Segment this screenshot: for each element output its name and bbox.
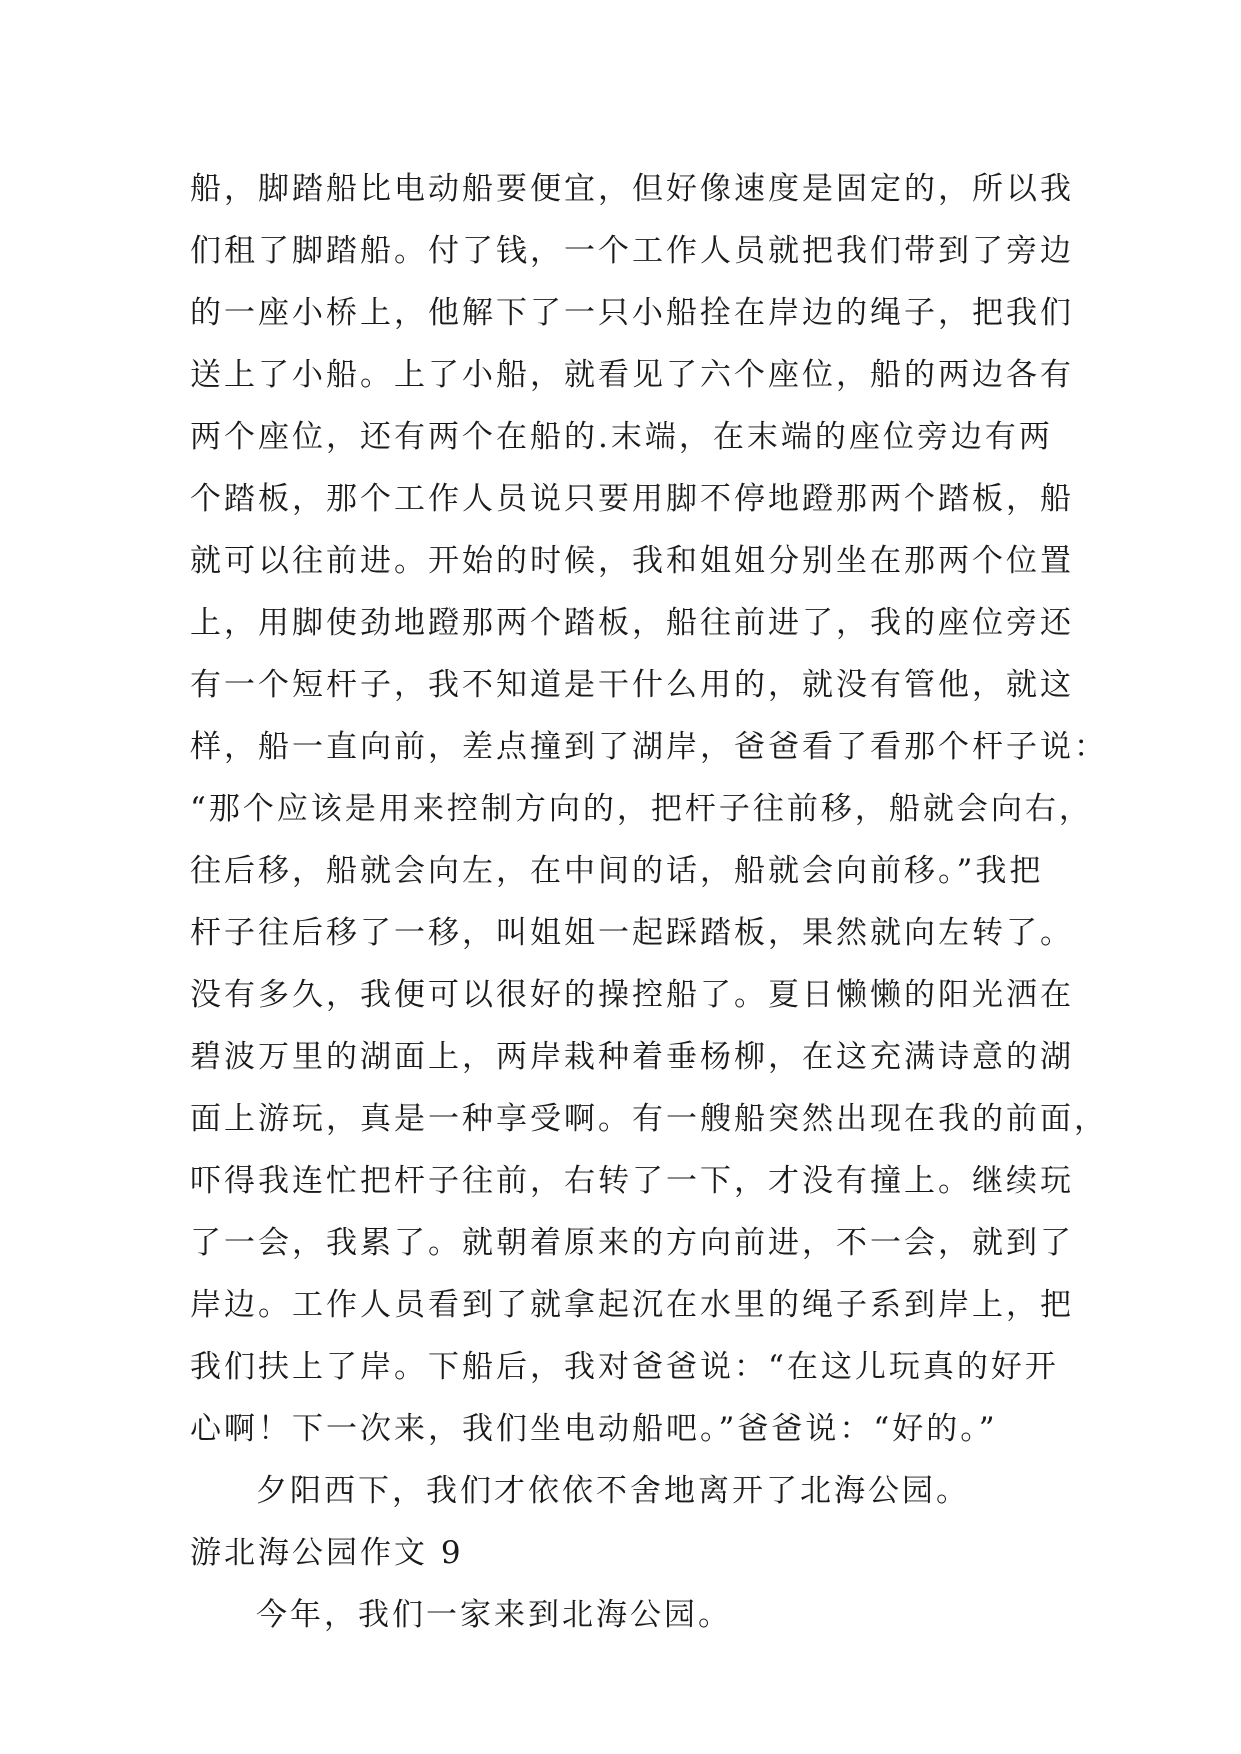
body-line: 心啊！下一次来，我们坐电动船吧。”爸爸说：“好的。” xyxy=(190,1411,998,1447)
body-line: 面上游玩，真是一种享受啊。有一艘船突然出现在我的前面， xyxy=(190,1101,1108,1137)
body-line: 上，用脚使劲地蹬那两个踏板，船往前进了，我的座位旁还 xyxy=(190,605,1074,641)
body-line: 的一座小桥上，他解下了一只小船拴在岸边的绳子，把我们 xyxy=(190,295,1074,331)
section-title: 游北海公园作文 9 xyxy=(190,1535,464,1571)
body-line: 碧波万里的湖面上，两岸栽种着垂杨柳，在这充满诗意的湖 xyxy=(190,1039,1074,1075)
body-line: 船，脚踏船比电动船要便宜，但好像速度是固定的，所以我 xyxy=(190,171,1074,207)
closing-paragraph: 夕阳西下，我们才依依不舍地离开了北海公园。 xyxy=(256,1473,970,1509)
document-body xyxy=(190,158,1108,1646)
body-line: 有一个短杆子，我不知道是干什么用的，就没有管他，就这 xyxy=(190,667,1074,703)
next-paragraph: 今年，我们一家来到北海公园。 xyxy=(256,1597,732,1633)
body-line: 了一会，我累了。就朝着原来的方向前进，不一会，就到了 xyxy=(190,1225,1074,1261)
body-line: “那个应该是用来控制方向的，把杆子往前移，船就会向右， xyxy=(190,791,1093,827)
body-line: 个踏板，那个工作人员说只要用脚不停地蹬那两个踏板，船 xyxy=(190,481,1074,517)
body-line: 们租了脚踏船。付了钱，一个工作人员就把我们带到了旁边 xyxy=(190,233,1074,269)
body-line: 杆子往后移了一移，叫姐姐一起踩踏板，果然就向左转了。 xyxy=(190,915,1074,951)
body-line: 样，船一直向前，差点撞到了湖岸，爸爸看了看那个杆子说： xyxy=(190,729,1108,765)
body-line: 送上了小船。上了小船，就看见了六个座位，船的两边各有 xyxy=(190,357,1074,393)
body-line: 没有多久，我便可以很好的操控船了。夏日懒懒的阳光洒在 xyxy=(190,977,1074,1013)
body-line: 岸边。工作人员看到了就拿起沉在水里的绳子系到岸上，把 xyxy=(190,1287,1074,1323)
body-line: 往后移，船就会向左，在中间的话，船就会向前移。”我把 xyxy=(190,853,1044,889)
body-line: 吓得我连忙把杆子往前，右转了一下，才没有撞上。继续玩 xyxy=(190,1163,1074,1199)
body-line: 就可以往前进。开始的时候，我和姐姐分别坐在那两个位置 xyxy=(190,543,1074,579)
body-line: 我们扶上了岸。下船后，我对爸爸说：“在这儿玩真的好开 xyxy=(190,1349,1059,1385)
body-line: 两个座位，还有两个在船的.末端，在末端的座位旁边有两 xyxy=(190,419,1053,455)
